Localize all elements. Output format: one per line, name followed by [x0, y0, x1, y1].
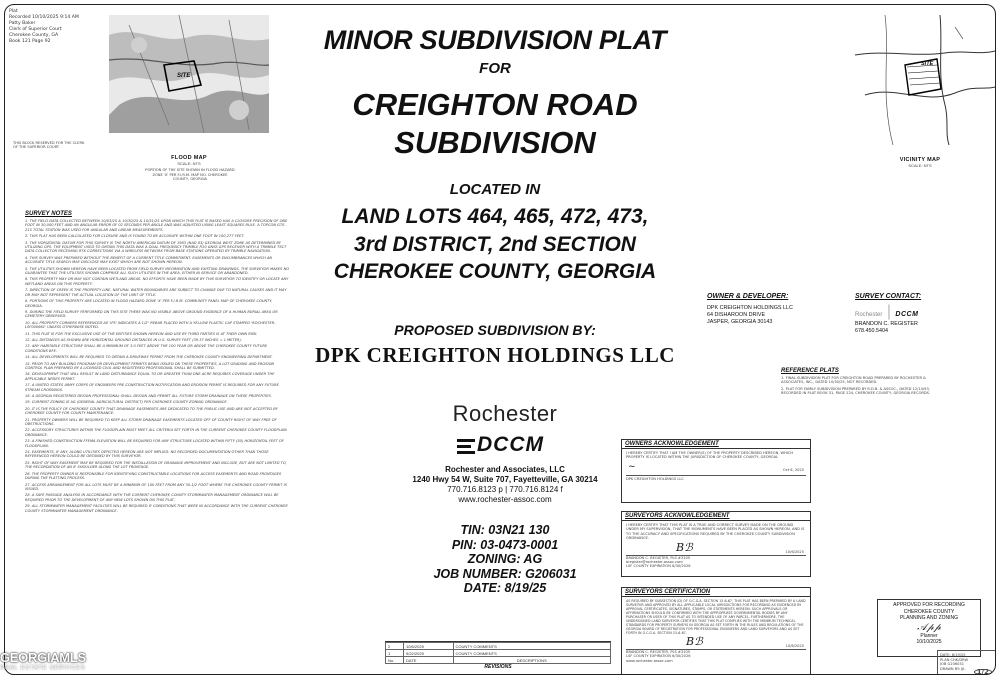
surveyors-cert-body: AS REQUIRED BY SUBSECTION (D) OF O.C.G.A. SECTION 15-6-67, THIS PLAT HAS BEEN PREPARED BY A LAND SURVEYOR AND APPROVED BY ALL APPLICABLE LOCAL JURISDICTIONS FOR RECORDING AS EVIDENCED BY APPROVAL CERTIFICATES, SIGNATURES, STAMPS, OR STATEMENTS HEREON. SUCH APPROVALS OR AFFIRMATIONS SHOULD BE CONFIRMED WITH THE APPROPRIATE GOVERNMENTAL BODIES BY ANY PURCHASER OR USER OF THIS PLAT AS TO INTENDED USE OF ANY PARCEL. FURTHERMORE, THE UNDERSIGNED LAND SURVEYOR CERTIFIES THAT THIS PLAT COMPLIES WITH THE MINIMUM TECHNICAL STANDARDS FOR PROPERTY SURVEYS IN GEORGIA AS SET FORTH IN THE RULES AND REGULATIONS OF THE GEORGIA BOARD OF REGISTRATION FOR PROFESSIONAL ENGINEERS AND LAND SURVEYORS AND AS SET FORTH IN O.C.G.A. SECTION 15-6-67. — [626, 599, 806, 635]
district-section: 3rd DISTRICT, 2nd SECTION — [354, 233, 636, 256]
rochester-logo: Rochester — [452, 401, 558, 426]
surveyors-ack-date: 10/6/2025 — [785, 549, 804, 554]
dccm-logo — [457, 433, 557, 465]
survey-note: 19. CURRENT ZONING IS AG (GENERAL AGRICULTURAL DISTRICT) PER CHEROKEE COUNTY ZONING ORDINANCE. — [25, 400, 228, 405]
sheet-info-stamp — [937, 650, 996, 675]
approval-line1: APPROVED FOR RECORDING — [893, 602, 965, 608]
survey-note: 23. A FINISHED CONSTRUCTION FFEMA ELEVATION WILL BE REQUIRED FOR ANY STRUCTURE LOCATED WITHIN FIFTY (50) HORIZONTAL FEET OF FLOODPLAIN. — [25, 439, 284, 448]
reference-plats-title: REFERENCE PLATS — [781, 368, 839, 374]
land-lots: LAND LOTS 464, 465, 472, 473, — [341, 205, 649, 228]
surveyors-ack-title: SURVEYORS ACKNOWLEDGEMENT — [622, 512, 810, 521]
owner-developer-label: OWNER & DEVELOPER: — [707, 293, 789, 300]
revision-header: DESCRIPTIONS — [453, 657, 611, 664]
reference-plat-item: 1. FINAL SUBDIVISION PLAT FOR CREIGHTON ROAD PREPARED BY ROCHESTER & ASSOCIATES, INC., DATED 10/30/25, NOT RECORDED. — [781, 376, 926, 385]
approval-line2: CHEROKEE COUNTY — [903, 608, 955, 615]
county-approval-stamp — [877, 599, 981, 657]
company-phone: 770.716.8123 p | 770.716.8124 f — [447, 485, 563, 494]
plat-title-for: FOR — [479, 60, 511, 77]
revision-desc: COUNTY COMMENTS — [453, 650, 611, 657]
surveyors-ack-email: bregister@rochester-assoc.com — [626, 560, 683, 565]
reference-plat-item: 2. PLAT FOR FAMILY SUBDIVISION PREPARED BY R.D.B. & ASSOC., DATED 12/14/93, RECORDED IN PLAT BOOK 31, PAGE 224, CHEROKEE COUNTY, GEORGIA RECORDS. — [781, 386, 931, 396]
survey-note: 4. THIS SURVEY WAS PREPARED WITHOUT THE BENEFIT OF A CURRENT TITLE COMMITMENT. EASEMENTS OR ENCUMBRANCES WHICH AN ACCURATE TITLE SEARCH MAY DISCLOSE MAY EXIST WHICH ARE NOT SHOWN HEREON. — [25, 255, 273, 265]
surveyor-signature: Bℬ — [676, 540, 693, 554]
revision-row — [386, 650, 611, 657]
pin: PIN: 03-0473-0001 — [451, 537, 559, 552]
company-address: 1240 Hwy 54 W, Suite 707, Fayetteville, GA 30214 — [412, 475, 598, 484]
approval-line3: PLANNING AND ZONING — [899, 615, 959, 621]
surveyors-ack-signature-line — [626, 540, 806, 556]
survey-note: 15. PRIOR TO ANY BUILDING PROGRAM OR DEVELOPMENT PERMITS BEING ISSUED ON THESE PROPERTIES, A LOT GRADING AND EROSION CONTROL PLAN PREPARED BY A LICENSED CIVIL AND REGISTERED PROFESSIONAL SHALL BE SUBMITTED. — [25, 361, 275, 370]
owners-ack-date: Oct 6, 2025 — [782, 467, 804, 472]
survey-note: 5. THE UTILITIES SHOWN HEREON HAVE BEEN LOCATED FROM FIELD SURVEY INFORMATION AND EXISTING DRAWINGS. THE SURVEYOR MAKES NO GUARANTEE THAT THE UTILITIES SHOWN COMPRISE ALL SUCH UTILITIES IN THE AREA, EITHER IN SERVICE OR ABANDONED. — [25, 266, 290, 276]
flood-site-label: SITE — [177, 73, 191, 79]
revisions-title: REVISIONS — [484, 664, 512, 670]
survey-note: 22. ACCESSORY STRUCTURES WITHIN THE FLOODPLAIN MUST MEET ALL CRITERIA SET FORTH IN THE CURRENT CHEROKEE COUNTY FLOODPLAIN ORDINANCE. — [25, 428, 287, 437]
survey-notes — [25, 211, 291, 515]
survey-contact-label: SURVEY CONTACT: — [855, 293, 922, 300]
survey-note: 17. A UNITED STATES ARMY CORPS OF ENGINEERS PRE-CONSTRUCTION NOTIFICATION AND EROSION PERMIT IS REQUIRED FOR ANY FUTURE STREAM CROSSINGS. — [25, 383, 279, 392]
survey-note: 21. PROPERTY OWNERS WILL BE REQUIRED TO KEEP ALL STORM DRAINAGE EASEMENTS LOCATED OFF OF COUNTY RIGHT OF WAY FREE OF OBSTRUCTIONS. — [25, 417, 277, 427]
survey-contact-phone: 678.450.5404 — [855, 328, 888, 334]
sheet-stamp-line: DRAWN BY: JJL — [940, 666, 966, 671]
recording-block — [9, 9, 105, 53]
surveyor-cert-signature: Bℬ — [686, 635, 703, 648]
owners-ack-body: I HEREBY CERTIFY THAT I AM THE OWNER(S) OF THE PROPERTY DESCRIBED HEREON, WHICH PROPERTY IS LOCATED WITHIN THE JURISDICTION OF CHEROKEE COUNTY, GEORGIA. — [626, 451, 794, 460]
vicinity-map-image — [845, 15, 995, 145]
survey-note: 10. ALL PROPERTY CORNERS REFERENCED AS 'IPS' INDICATES A 1/2" REBAR PLACED WITH A YELLOW PLASTIC CAP STAMPED 'ROCHESTER-LSF000661' UNLESS OTHERWISE NOTED. — [25, 320, 276, 330]
owners-signature-line — [626, 461, 806, 476]
county-state: CHEROKEE COUNTY, GEORGIA — [333, 260, 657, 283]
survey-note: 2. THIS PLAT HAS BEEN CALCULATED FOR CLOSURE AND IS FOUND TO BE ACCURATE WITHIN ONE FOOT IN 100,277 FEET. — [25, 234, 245, 239]
survey-note: 1. THE FIELD DATA COLLECTED BETWEEN 10/03/25 & 10/30/25 & 10/31/25 UPON WHICH THIS PLAT IS BASED HAS A CLOSURE PRECISION OF ONE FOOT IN 30,000 FEET AND AN ANGULAR ERROR OF 02 SECONDS PER ANGLE AND WAS ADJUSTED USING LEAST SQUARES RULE. A TOPCON GTS-215 TOTAL STATION WAS USED FOR ANGULAR AND LINEAR MEASUREMENTS. — [25, 219, 288, 232]
recording-line: Book 121 Page 92 — [9, 39, 51, 44]
proposed-by-label: PROPOSED SUBDIVISION BY: — [394, 322, 596, 338]
revision-header: DATE — [404, 657, 454, 664]
revision-no: 1 — [386, 650, 404, 657]
surveyors-cert-signer: BRANDON C. REGISTER, PLS #3105 — [626, 650, 691, 654]
rochester-logo-small: Rochester — [855, 312, 883, 318]
developer-name: DPK CREIGHTON HOLDINGS LLC — [315, 343, 675, 367]
survey-note: 3. THE HORIZONTAL DATUM FOR THIS SURVEY IS THE NORTH AMERICAN DATUM OF 1983 (NAD 83) GEORGIA WEST ZONE AS DETERMINED BY UTILIZING GPS. THE EQUIPMENT USED TO OBTAIN THIS DATA WAS A DUAL FREQUENCY TRIMBLE R10 GNSS GPS RECEIVER WITH A TRIMBLE TSC7 DATA COLLECTOR RECEIVING RTK CORRECTIONS VIA A WIRELESS NETWORK FROM BASE STATIONS OPERATED BY TRIMBLE NAVIGATION. — [25, 240, 287, 254]
owners-ack-signer: DPK CREIGHTON HOLDINGS LLC — [626, 476, 684, 481]
revisions-table — [385, 641, 611, 673]
located-in-label: LOCATED IN — [449, 181, 541, 198]
plat-sheet — [4, 4, 996, 675]
flood-map-note: PORTION OF THE SITE SHOWN IN FLOOD HAZARD ZONE 'X' PER F.I.R.M. MAP NO. CHEROKEE COUNTY, GEORGIA — [145, 168, 235, 181]
plat-title: MINOR SUBDIVISION PLAT — [323, 25, 667, 55]
approval-role: Planner — [920, 632, 938, 639]
surveyors-cert-title: SURVEYORS CERTIFICATION — [622, 588, 810, 597]
approval-date: 10/10/2025 — [916, 639, 942, 645]
tin: TIN: 03N21 130 — [460, 523, 550, 537]
owner-address-line2: JASPER, GEORGIA 30143 — [707, 319, 773, 325]
survey-note: 27. ACCESS ARRANGEMENT FOR ALL LOTS MUST BE A MINIMUM OF 100 FEET FROM ANY 30-1/2 FOOT WHERE THE CHEROKEE COUNTY PERMIT IS ISSUED. — [25, 482, 287, 491]
sheet-number: 1/2 — [974, 669, 992, 676]
owner-developer-block — [707, 293, 847, 326]
planner-signature: 𝒜𝓅𝓅 — [917, 621, 941, 633]
survey-note: 7. DIRECTION OF CREEK IS THE PROPERTY LINE. NATURAL WATER BOUNDARIES ARE SUBJECT TO CHANGE DUE TO NATURAL CAUSES AND IT MAY OR MAY NOT REPRESENT THE ACTUAL LOCATION OF THE LIMIT OF TITLE. — [25, 288, 287, 297]
surveyors-ack-license: LSF COUNTY EXPIRATION 6/30/2026 — [626, 564, 691, 569]
subdivision-name-line1: CREIGHTON ROAD — [352, 87, 638, 122]
revision-row — [386, 643, 611, 650]
job-number: JOB NUMBER: G206031 — [433, 566, 577, 581]
surveyors-cert-web: www.rochester-assoc.com — [626, 658, 673, 663]
survey-note: 13. ANY HABITABLE STRUCTURE SHALL BE A MINIMUM OF 3.0 FEET ABOVE THE 100 YEAR OR ABOVE THE CHEROKEE COUNTY FUTURE CONDITIONS BFE. — [25, 344, 268, 353]
revision-header-row — [386, 657, 611, 664]
watermark-sub: REAL ESTATE SERVICES — [0, 665, 86, 671]
survey-note: 14. ALL DEVELOPMENTS WILL BE REQUIRED TO OBTAIN A DRIVEWAY PERMIT FROM THE CHEROKEE COUNTY ENGINEERING DEPARTMENT. — [25, 355, 273, 360]
project-info — [395, 523, 615, 596]
surveyors-certification — [621, 587, 811, 675]
revision-header: No. — [386, 657, 404, 664]
georgiamls-watermark — [0, 650, 100, 679]
survey-note: 6. THIS PROPERTY MAY OR MAY NOT CONTAIN WETLAND AREAS. NO EFFORTS HAVE BEEN MADE BY THIS SURVEYOR TO IDENTIFY OR LOCATE ANY WETLAND AREAS ON THIS PROPERTY. — [25, 277, 289, 286]
survey-note: 24. EASEMENTS, IF ANY, ALONG UTILITIES DEPICTED HEREON ARE NOT IMPLIED. NO RECORDED DOCUMENTATION OTHER THAN THOSE REFERENCED HEREON COULD BE OBTAINED BY THIS SURVEYOR. — [25, 450, 269, 459]
zoning: ZONING: AG — [467, 552, 543, 566]
vicinity-map-caption — [845, 157, 995, 168]
clerk-reserved-note: THIS BLOCK RESERVED FOR THE CLERK OF THE SUPERIOR COURT — [13, 141, 85, 150]
survey-note: 9. DURING THE FIELD SURVEY PERFORMED ON THIS SITE THERE WAS NO VISIBLE ABOVE GROUND EVIDENCE OF A HUMAN BURIAL AREA OR CEMETERY OBSERVED. — [25, 309, 278, 319]
dccm-logo-small: DCCM — [895, 311, 919, 318]
owner-address-line1: 64 DISHAROON DRIVE — [707, 312, 766, 318]
survey-note: 29. ALL STORMWATER MANAGEMENT FACILITIES WILL BE REQUIRED IF CONDITIONS THAT WERE IN ACCORDANCE WITH THE CURRENT CHEROKEE COUNTY STORMWATER MANAGEMENT ORDINANCE. — [25, 504, 288, 513]
survey-contact-name: BRANDON C. REGISTER — [855, 321, 918, 327]
watermark-brand: GEORGIAMLS — [0, 650, 86, 665]
survey-contact-block — [855, 293, 995, 335]
survey-note: 12. ALL DISTANCES AS SHOWN ARE HORIZONTAL GROUND DISTANCES IN U.S. SURVEY FEET (39.37 INCHES = 1 METER). — [25, 337, 243, 342]
surveyors-ack-signer: BRANDON C. REGISTER, PLS #3105 — [626, 555, 691, 560]
survey-notes-list — [25, 219, 291, 513]
vicinity-site-label: SITE — [921, 61, 934, 67]
survey-note: 28. A SAFE PASSAGE ANALYSIS IN ACCORDANCE WITH THE CURRENT CHEROKEE COUNTY STORMWATER MANAGEMENT ORDINANCE WILL BE REQUIRED PRIOR TO THE DEVELOPMENT OF ANY NEW LOTS SHOWN ON THIS PLAT. — [25, 493, 279, 502]
sheet-stamp-line: JOB G206031 — [940, 662, 964, 666]
sheet-stamp-line: PLAN CHK/DRW — [940, 657, 968, 662]
subdivision-name-line2: SUBDIVISION — [394, 125, 596, 160]
company-website: www.rochester-assoc.com — [458, 495, 552, 504]
reference-plats — [781, 368, 931, 396]
recording-line: Clerk of Superior Court — [9, 27, 62, 32]
revision-desc: COUNTY COMMENTS — [453, 643, 611, 650]
survey-note: 16. DEVELOPMENT THAT WILL RESULT IN LAND DISTURBANCE EQUAL TO OR GREATER THAN ONE ACRE REQUIRES COVERAGE UNDER THE APPLICABLE NPDES PERMIT. — [25, 372, 275, 381]
surveyors-cert-license: LSF COUNTY EXPIRATION 6/30/2026 — [626, 654, 691, 659]
revision-date: 10/6/2025 — [404, 643, 454, 650]
survey-note: 11. THIS PLAT IS FOR THE EXCLUSIVE USE OF THE ENTITIES SHOWN HEREON AND USE BY THIRD PARTIES IS AT THEIR OWN RISK. — [25, 331, 258, 336]
vicinity-map-title: VICINITY MAP — [899, 157, 941, 163]
survey-note: 8. PORTIONS OF THIS PROPERTY ARE LOCATED IN FLOOD HAZARD ZONE 'X' PER F.I.R.M. COMMUNITY PANEL MAP OF CHEROKEE COUNTY, GEORGIA. — [25, 299, 273, 308]
survey-note: 26. THE PROPERTY OWNER IS RESPONSIBLE FOR IDENTIFYING CONSTRUCTABLE LOCATIONS FOR ACCESS EASEMENTS AND ROAD FRONTAGES DURING THE PLATTING PROCESS. — [25, 471, 282, 481]
recording-line: Cherokee County, GA — [9, 33, 59, 38]
flood-map-scale: SCALE: NTS — [177, 161, 201, 166]
surveyors-ack-body: I HEREBY CERTIFY THAT THIS PLAT IS A TRUE AND CORRECT SURVEY MADE ON THE GROUND UNDER MY SUPERVISION, THAT THE MONUMENTS HAVE BEEN PLACED AS SHOWN HEREON, AND IS TO THE ACCURACY AND SPECIFICATIONS REQUIRED BY THE CHEROKEE COUNTY SUBDIVISION ORDINANCE. — [626, 523, 805, 541]
survey-notes-title: SURVEY NOTES — [25, 211, 72, 217]
revision-date: 9/22/2025 — [404, 650, 454, 657]
owners-ack-title: OWNERS ACKNOWLEDGEMENT — [622, 440, 810, 449]
survey-note: 18. A GEORGIA REGISTERED DESIGN PROFESSIONAL SHALL DESIGN AND PERMIT ALL FUTURE STORM DRAINAGE ON THESE PROPERTIES. — [25, 394, 272, 398]
vicinity-map-scale: SCALE: NTS — [908, 163, 932, 168]
recording-line: Plat — [9, 9, 18, 14]
sheet-stamp-line: DATE: 8/19/25 — [940, 653, 966, 657]
owner-signature: ~ — [628, 461, 636, 472]
plat-date: DATE: 8/19/25 — [463, 581, 547, 595]
revision-no: 2 — [386, 643, 404, 650]
owners-acknowledgement — [621, 439, 811, 503]
recording-line: Recorded 10/10/2025 9:14 AM — [9, 15, 79, 20]
surveyors-acknowledgement — [621, 511, 811, 577]
company-full-name: Rochester and Associates, LLC — [445, 465, 565, 474]
recording-line: Patty Baker — [9, 21, 36, 26]
dccm-logo-text: DCCM — [477, 433, 544, 456]
owner-name: DPK CREIGHTON HOLDINGS LLC — [707, 305, 793, 311]
surveyors-cert-signature-line — [626, 635, 806, 650]
survey-contact-logo: Rochester | DCCM — [855, 303, 919, 320]
flood-map-title: FLOOD MAP — [171, 155, 207, 161]
flood-map-caption — [109, 155, 269, 166]
survey-note: 20. IT IS THE POLICY OF CHEROKEE COUNTY THAT DRAINAGE EASEMENTS ARE DEDICATED TO THE PUBLIC USE AND ARE NOT ACCEPTED BY CHEROKEE COUNTY FOR COUNTY MAINTENANCE. — [25, 406, 278, 416]
survey-note: 25. RIGHT OF WAY EASEMENT MAY BE REQUIRED FOR THE INSTALLATION OF DRAINAGE IMPROVEMENT AND INCLUDE, BUT ARE NOT LIMITED TO, THE RECORDATION OF AN 8' SHOULDER ALONG THE LOT FRONTAGE. — [25, 460, 287, 470]
surveyors-cert-date: 10/6/2025 — [785, 644, 804, 648]
